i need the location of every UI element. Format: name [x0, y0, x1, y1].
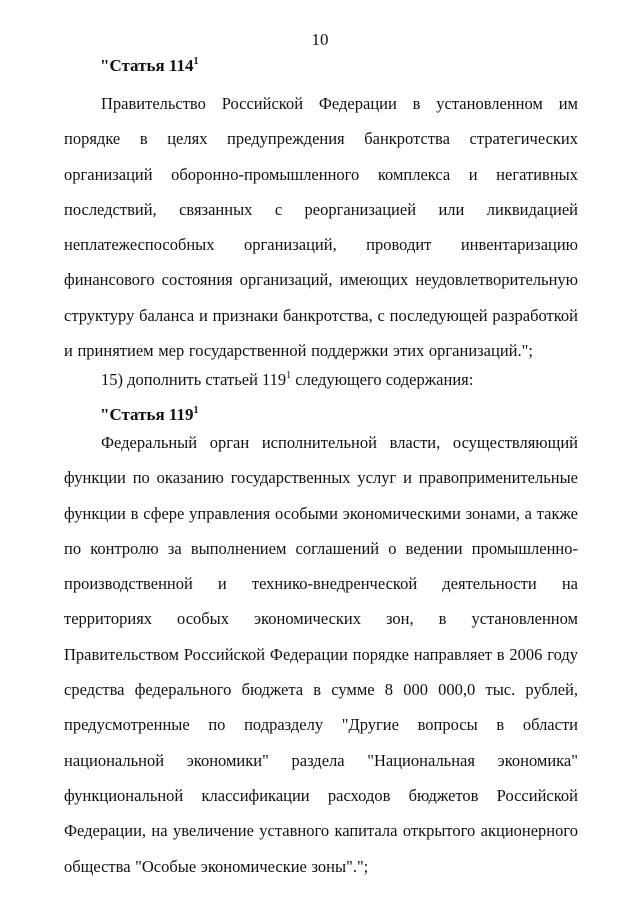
article-114-heading-text: "Статья 114	[100, 56, 194, 75]
item-15-text-before: 15) дополнить статьей 119	[101, 370, 287, 389]
item-15-text-after: следующего содержания:	[291, 370, 474, 389]
article-114-heading-sup: 1	[193, 56, 199, 67]
item-15-sup: 1	[286, 370, 292, 381]
page-number: 10	[311, 30, 329, 49]
article-114-body: Правительство Российской Федерации в установленном им порядке в целях предупреждения банкротства стратегических организаций оборонно-промышленного комплекса и негативных последствий, связанных с реорганизацией или ликвидацией неплатежеспособных организаций, проводит инвентаризацию финансового состояния организаций, имеющих неудовлетворительную структуру баланса и признаки банкротства, с последующей разработкой и принятием мер государственной поддержки этих организаций.";	[64, 94, 578, 361]
item-15-line	[101, 370, 473, 390]
article-119-heading-sup: 1	[193, 405, 199, 416]
article-119-heading	[100, 405, 198, 425]
article-119-heading-text: "Статья 119	[100, 405, 194, 424]
article-119-body: Федеральный орган исполнительной власти, осуществляющий функции по оказанию государственных услуг и правоприменительные функции в сфере управления особыми экономическими зонами, а также по контролю за выполнением соглашений о ведении промышленно-производственной и технико-внедренческой деятельности на территориях особых экономических зон, в установленном Правительством Российской Федерации порядке направляет в 2006 году средства федерального бюджета в сумме 8 000 000,0 тыс. рублей, предусмотренные по подразделу "Другие вопросы в области национальной экономики" раздела "Национальная экономика" функциональной классификации расходов бюджетов Российской Федерации, на увеличение уставного капитала открытого акционерного общества "Особые экономические зоны".";	[64, 433, 578, 876]
article-114-heading	[100, 56, 198, 76]
